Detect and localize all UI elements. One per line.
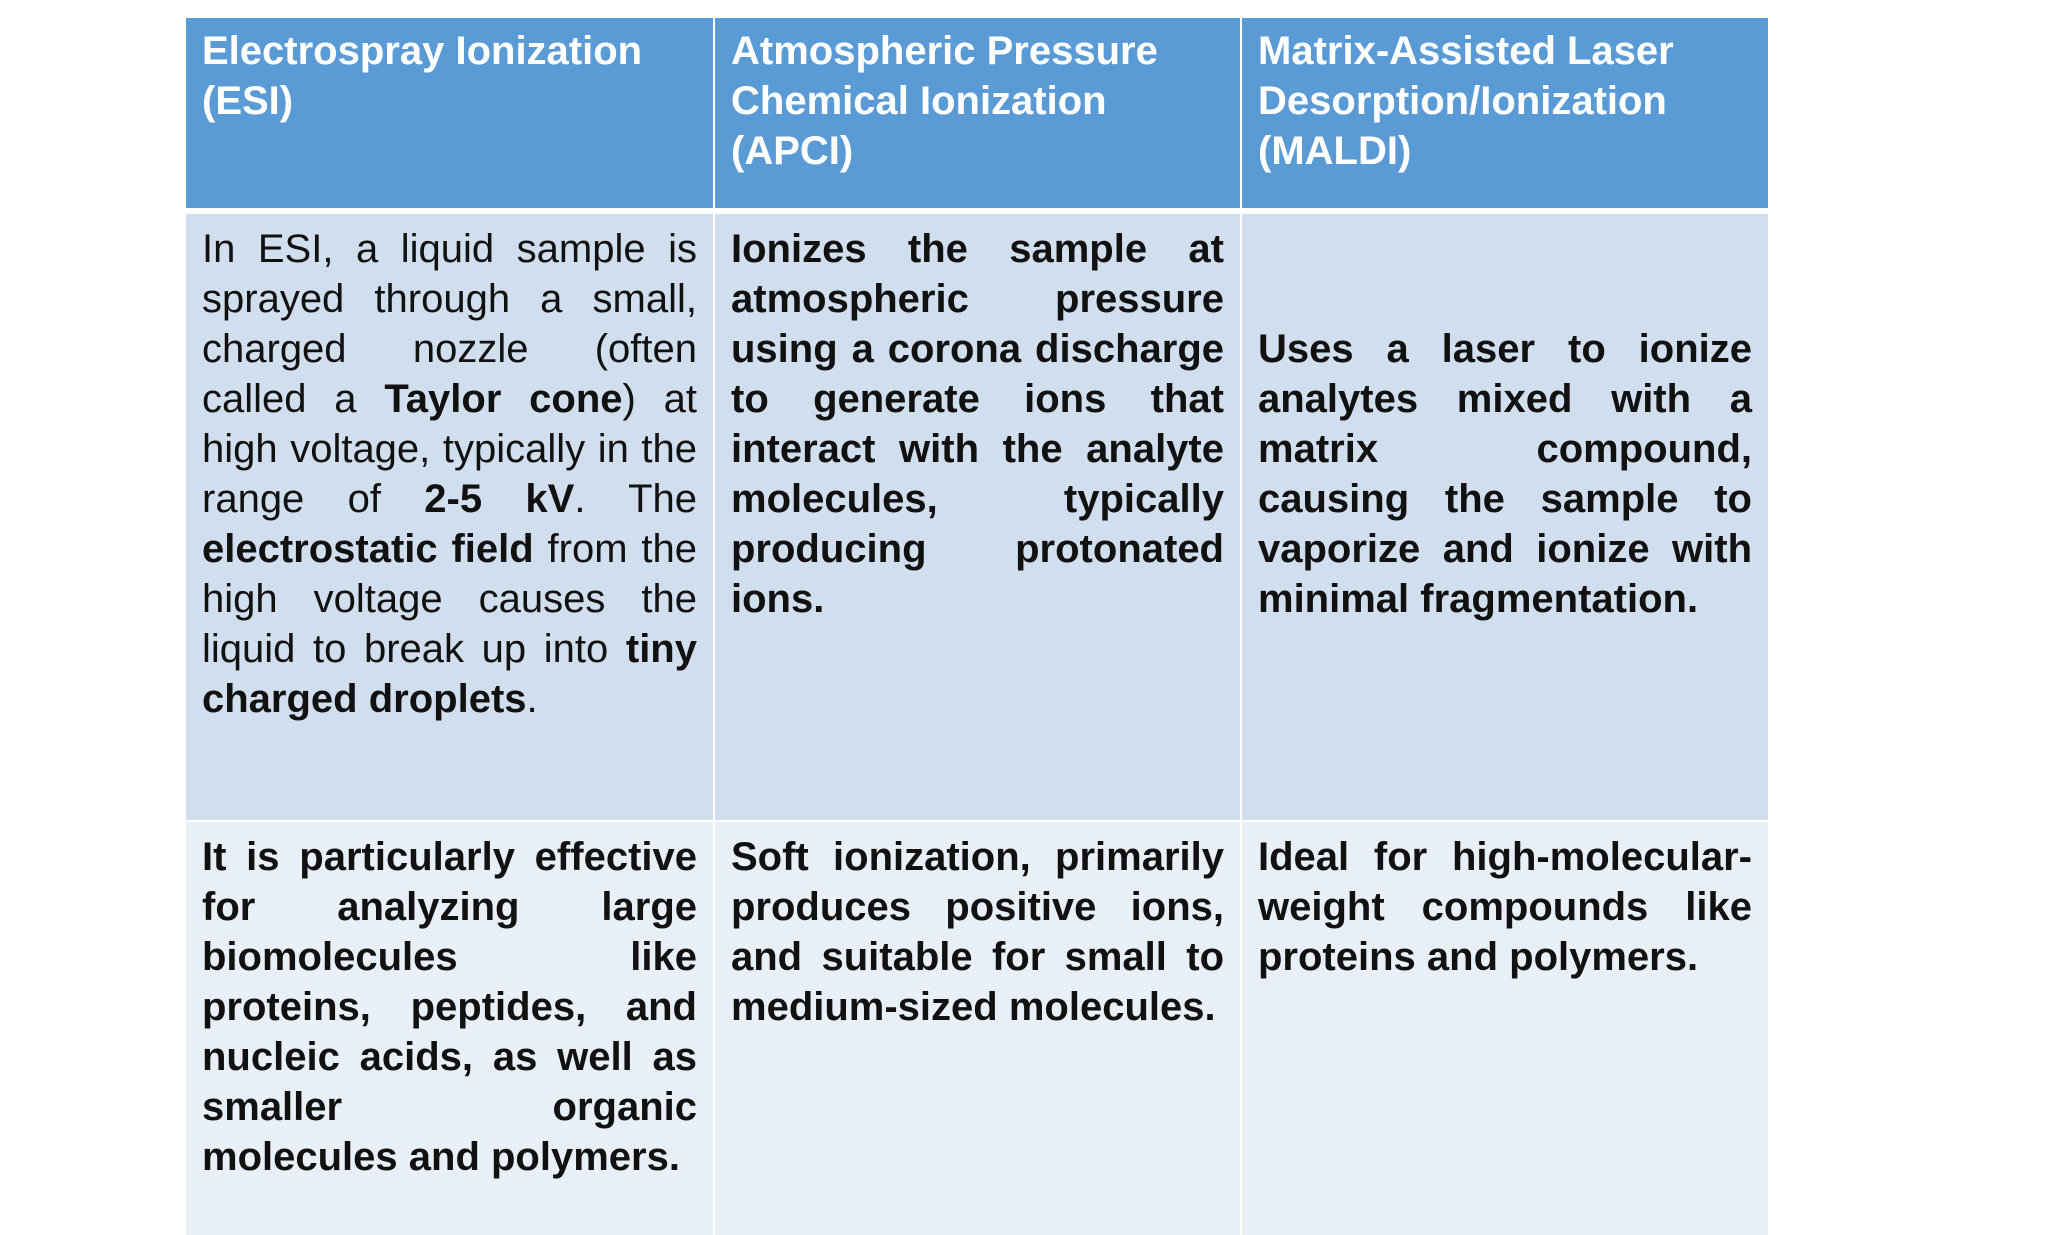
- table-body: [186, 211, 1768, 1235]
- cell-esi-description: [186, 211, 714, 821]
- cell-maldi-application: Ideal for high-molecular-weight compounds like proteins and polymers.: [1241, 821, 1768, 1235]
- esi-text-5: .: [526, 677, 538, 721]
- esi-bold-taylor-cone: Taylor cone: [384, 377, 623, 421]
- esi-bold-voltage: 2-5 kV: [424, 477, 575, 521]
- header-esi: Electrospray Ionization (ESI): [186, 18, 714, 211]
- cell-maldi-description: Uses a laser to ionize analytes mixed with a matrix compound, causing the sample to vaporize and ionize with minimal fragmentation.: [1241, 211, 1768, 821]
- table-row: [186, 821, 1768, 1235]
- esi-bold-electrostatic-field: electrostatic field: [202, 527, 534, 571]
- cell-apci-description: Ionizes the sample at atmospheric pressure using a corona discharge to generate ions that interact with the analyte molecules, typically producing protonated ions.: [714, 211, 1241, 821]
- esi-text-1: In ESI, a liquid sample is sprayed through a small, charged nozzle (often called a: [202, 227, 697, 421]
- header-maldi: Matrix-Assisted Laser Desorption/Ionization (MALDI): [1241, 18, 1768, 211]
- cell-apci-application: Soft ionization, primarily produces positive ions, and suitable for small to medium-sized molecules.: [714, 821, 1241, 1235]
- esi-bold-droplets: tiny charged droplets: [202, 627, 697, 721]
- esi-text-4: from the high voltage causes the liquid to break up into: [202, 527, 697, 671]
- ionization-comparison-table: [186, 18, 1768, 1235]
- header-row: [186, 18, 1768, 211]
- esi-text-2: ) at high voltage, typically in the range of: [202, 377, 698, 521]
- table-header: [186, 18, 1768, 211]
- esi-text-3: . The: [574, 477, 697, 521]
- header-apci: Atmospheric Pressure Chemical Ionization (APCI): [714, 18, 1241, 211]
- cell-esi-application: It is particularly effective for analyzing large biomolecules like proteins, peptides, and nucleic acids, as well as smaller organic molecules and polymers.: [186, 821, 714, 1235]
- table-row: [186, 211, 1768, 821]
